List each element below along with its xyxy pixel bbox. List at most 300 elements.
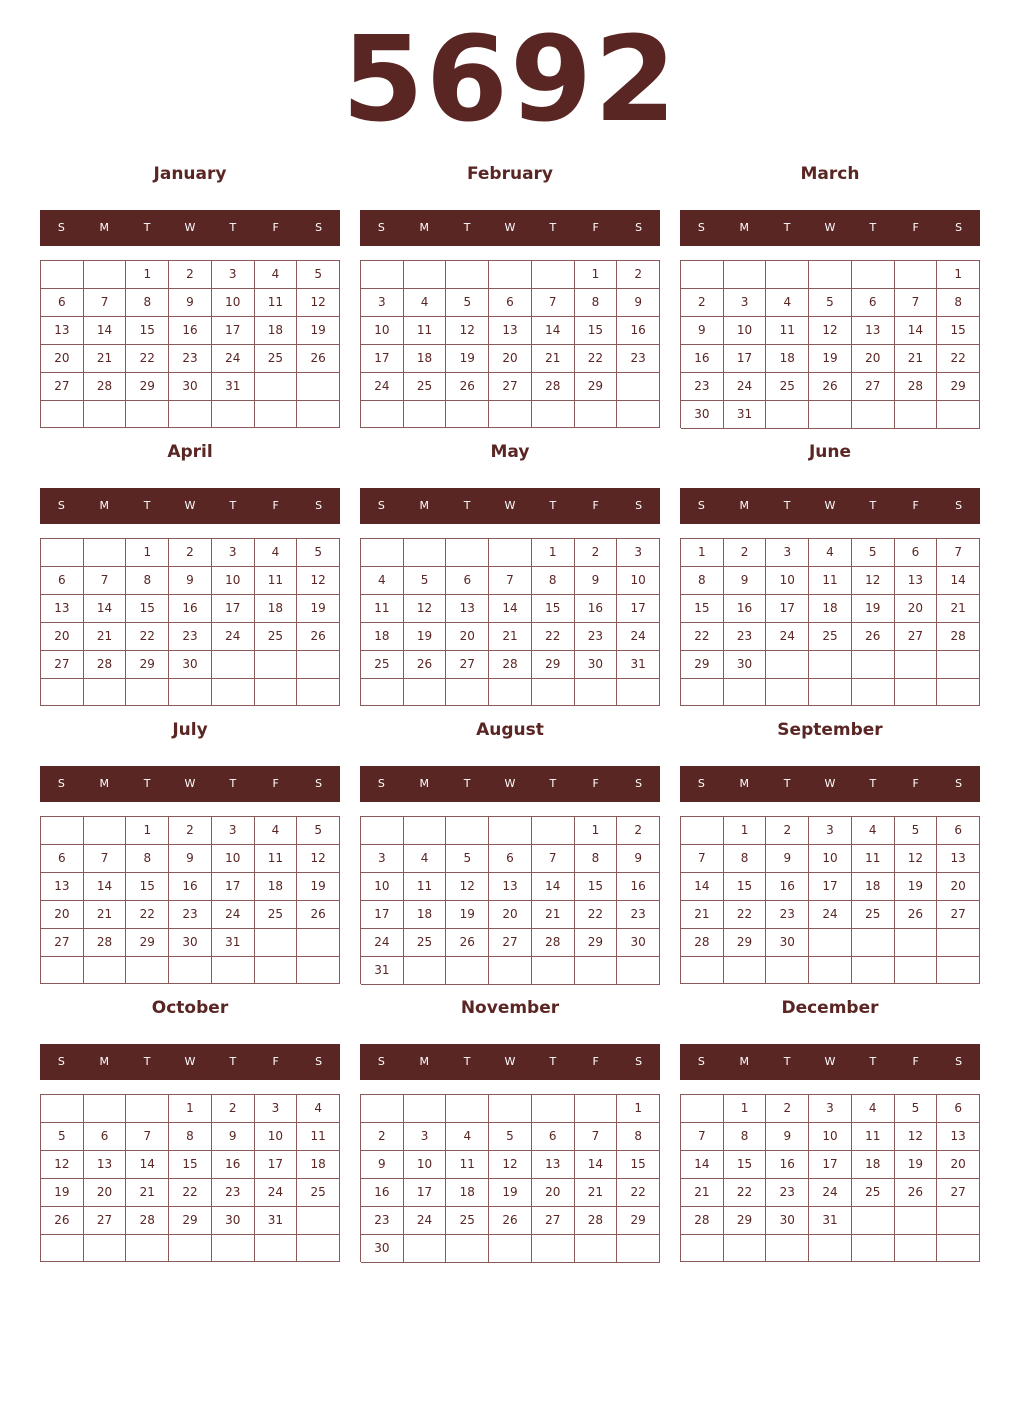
day-cell: 1: [126, 539, 169, 567]
day-cell: [809, 679, 852, 706]
day-cell: [84, 539, 127, 567]
day-cell: 19: [297, 317, 340, 345]
weekday-label: T: [143, 221, 151, 234]
day-cell: [404, 817, 447, 845]
day-cell: 24: [809, 901, 852, 929]
weekday-label: M: [739, 499, 750, 512]
day-cell: 5: [895, 817, 938, 845]
day-cell: 28: [532, 373, 575, 401]
day-cell: [575, 1235, 618, 1263]
day-cell: 22: [532, 623, 575, 651]
day-cell: 30: [361, 1235, 404, 1263]
day-cell: 10: [617, 567, 660, 595]
day-grid: [40, 816, 340, 984]
day-cell: 28: [937, 623, 980, 651]
day-cell: [404, 261, 447, 289]
day-grid: [360, 260, 660, 428]
day-cell: [809, 957, 852, 984]
day-cell: 9: [169, 845, 212, 873]
day-cell: 13: [84, 1151, 127, 1179]
day-cell: [575, 1095, 618, 1123]
weekday-header: [40, 488, 340, 524]
weekday-label: T: [783, 1055, 791, 1068]
day-cell: 17: [809, 1151, 852, 1179]
day-cell: 15: [724, 873, 767, 901]
day-cell: 31: [809, 1207, 852, 1235]
day-cell: 9: [212, 1123, 255, 1151]
weekday-label: F: [912, 777, 919, 790]
day-cell: 14: [681, 873, 724, 901]
day-cell: 5: [446, 845, 489, 873]
day-cell: [41, 1235, 84, 1262]
day-cell: 11: [852, 1123, 895, 1151]
day-cell: 15: [126, 317, 169, 345]
day-cell: [724, 261, 767, 289]
day-cell: 1: [724, 817, 767, 845]
day-cell: 24: [404, 1207, 447, 1235]
weekday-label: S: [377, 499, 385, 512]
day-cell: 8: [126, 567, 169, 595]
day-cell: 15: [126, 873, 169, 901]
day-cell: [84, 1235, 127, 1262]
day-cell: 21: [575, 1179, 618, 1207]
day-cell: [489, 1235, 532, 1263]
weekday-label: T: [869, 1055, 877, 1068]
day-cell: 10: [212, 289, 255, 317]
day-cell: 25: [852, 1179, 895, 1207]
day-cell: 31: [255, 1207, 298, 1235]
weekday-label: F: [272, 1055, 279, 1068]
day-cell: 25: [766, 373, 809, 401]
day-grid: [680, 1094, 980, 1262]
day-cell: 11: [361, 595, 404, 623]
day-cell: 16: [169, 595, 212, 623]
day-cell: 7: [84, 289, 127, 317]
day-cell: 12: [852, 567, 895, 595]
day-cell: [126, 401, 169, 428]
weekday-label: S: [697, 499, 705, 512]
day-cell: 19: [404, 623, 447, 651]
weekday-label: M: [99, 777, 110, 790]
weekday-header: [360, 1044, 660, 1080]
weekday-label: M: [739, 1055, 750, 1068]
day-cell: [169, 1235, 212, 1262]
day-cell: 14: [937, 567, 980, 595]
day-cell: 16: [617, 873, 660, 901]
day-cell: [489, 679, 532, 706]
day-grid: [360, 538, 660, 706]
day-cell: 7: [895, 289, 938, 317]
day-cell: 7: [532, 289, 575, 317]
day-cell: [255, 929, 298, 957]
weekday-label: F: [912, 1055, 919, 1068]
month-name: July: [172, 720, 208, 740]
day-cell: 7: [84, 845, 127, 873]
day-cell: 30: [681, 401, 724, 429]
day-cell: [41, 957, 84, 984]
day-cell: [895, 1207, 938, 1235]
day-cell: 12: [297, 567, 340, 595]
day-cell: 15: [617, 1151, 660, 1179]
day-cell: 15: [575, 873, 618, 901]
day-cell: [361, 1095, 404, 1123]
day-cell: 31: [617, 651, 660, 679]
day-cell: [809, 1235, 852, 1262]
day-cell: 4: [255, 817, 298, 845]
day-cell: 6: [937, 817, 980, 845]
day-cell: 4: [297, 1095, 340, 1123]
weekday-label: M: [99, 499, 110, 512]
day-cell: [404, 1095, 447, 1123]
day-cell: [255, 373, 298, 401]
day-cell: 25: [404, 929, 447, 957]
day-cell: 3: [212, 817, 255, 845]
day-cell: 26: [895, 1179, 938, 1207]
day-cell: [852, 1235, 895, 1262]
day-cell: 8: [681, 567, 724, 595]
day-cell: 8: [937, 289, 980, 317]
day-cell: 18: [766, 345, 809, 373]
day-cell: 7: [575, 1123, 618, 1151]
day-cell: 30: [766, 929, 809, 957]
day-cell: [404, 539, 447, 567]
day-cell: 1: [126, 261, 169, 289]
day-cell: 27: [489, 929, 532, 957]
day-cell: 12: [404, 595, 447, 623]
day-cell: 27: [937, 901, 980, 929]
day-cell: 23: [724, 623, 767, 651]
day-cell: 23: [681, 373, 724, 401]
day-cell: 23: [212, 1179, 255, 1207]
day-cell: 26: [297, 345, 340, 373]
day-cell: 6: [937, 1095, 980, 1123]
day-cell: 3: [255, 1095, 298, 1123]
weekday-label: T: [783, 777, 791, 790]
day-cell: [895, 1235, 938, 1262]
day-cell: [852, 651, 895, 679]
day-cell: 4: [255, 261, 298, 289]
day-grid: [680, 260, 980, 428]
weekday-label: M: [419, 777, 430, 790]
day-cell: 27: [446, 651, 489, 679]
day-cell: 24: [617, 623, 660, 651]
day-cell: [617, 373, 660, 401]
day-cell: 11: [404, 873, 447, 901]
weekday-label: S: [697, 221, 705, 234]
day-cell: 18: [255, 317, 298, 345]
weekday-label: M: [739, 777, 750, 790]
day-cell: [724, 957, 767, 984]
day-cell: 13: [937, 845, 980, 873]
weekday-label: W: [504, 221, 516, 234]
day-cell: [84, 957, 127, 984]
day-cell: 1: [169, 1095, 212, 1123]
day-cell: 8: [169, 1123, 212, 1151]
day-cell: 30: [212, 1207, 255, 1235]
weekday-label: S: [955, 221, 963, 234]
day-cell: 4: [361, 567, 404, 595]
weekday-label: F: [592, 777, 599, 790]
weekday-label: S: [697, 777, 705, 790]
day-cell: [895, 261, 938, 289]
day-cell: [297, 373, 340, 401]
day-cell: 16: [724, 595, 767, 623]
day-cell: 4: [446, 1123, 489, 1151]
day-grid: [40, 260, 340, 428]
day-cell: 26: [297, 901, 340, 929]
weekday-label: T: [229, 221, 237, 234]
day-cell: 6: [532, 1123, 575, 1151]
day-cell: 10: [404, 1151, 447, 1179]
month-name: January: [153, 164, 227, 184]
day-cell: [895, 957, 938, 984]
day-cell: [532, 817, 575, 845]
day-cell: 21: [84, 345, 127, 373]
day-cell: 29: [126, 651, 169, 679]
day-cell: 15: [724, 1151, 767, 1179]
day-cell: 29: [617, 1207, 660, 1235]
day-cell: 20: [41, 901, 84, 929]
day-cell: 13: [41, 873, 84, 901]
day-cell: 13: [41, 317, 84, 345]
day-cell: 27: [41, 929, 84, 957]
weekday-label: S: [635, 777, 643, 790]
weekday-label: S: [635, 1055, 643, 1068]
day-cell: 12: [297, 845, 340, 873]
day-cell: 26: [852, 623, 895, 651]
day-cell: [895, 651, 938, 679]
day-cell: [681, 1095, 724, 1123]
day-cell: 22: [126, 623, 169, 651]
weekday-label: T: [463, 499, 471, 512]
day-cell: 24: [724, 373, 767, 401]
day-cell: 2: [212, 1095, 255, 1123]
day-cell: 11: [404, 317, 447, 345]
day-cell: 18: [852, 1151, 895, 1179]
weekday-label: S: [377, 1055, 385, 1068]
day-cell: 18: [255, 595, 298, 623]
day-cell: 10: [809, 845, 852, 873]
day-cell: 4: [852, 817, 895, 845]
day-cell: 1: [681, 539, 724, 567]
day-cell: [852, 679, 895, 706]
day-cell: [937, 957, 980, 984]
day-cell: [532, 1235, 575, 1263]
weekday-header: [680, 210, 980, 246]
month-name: November: [460, 998, 560, 1018]
day-cell: 30: [724, 651, 767, 679]
day-cell: 26: [809, 373, 852, 401]
day-cell: 12: [895, 845, 938, 873]
day-cell: [297, 1207, 340, 1235]
day-cell: 1: [937, 261, 980, 289]
day-cell: 28: [681, 929, 724, 957]
day-cell: 24: [212, 623, 255, 651]
day-cell: 19: [446, 901, 489, 929]
day-cell: 22: [937, 345, 980, 373]
day-cell: 25: [446, 1207, 489, 1235]
weekday-label: T: [143, 777, 151, 790]
day-cell: [852, 401, 895, 429]
day-cell: [681, 679, 724, 706]
day-cell: 26: [489, 1207, 532, 1235]
day-cell: 3: [361, 845, 404, 873]
day-cell: 17: [404, 1179, 447, 1207]
day-cell: 13: [446, 595, 489, 623]
day-cell: 15: [532, 595, 575, 623]
weekday-label: W: [184, 499, 196, 512]
weekday-label: F: [592, 499, 599, 512]
weekday-label: S: [57, 777, 65, 790]
day-cell: 6: [84, 1123, 127, 1151]
day-cell: 3: [212, 261, 255, 289]
day-cell: 6: [852, 289, 895, 317]
day-cell: [681, 957, 724, 984]
day-cell: 21: [937, 595, 980, 623]
day-cell: 13: [41, 595, 84, 623]
weekday-label: T: [229, 777, 237, 790]
weekday-label: F: [272, 777, 279, 790]
weekday-label: T: [143, 1055, 151, 1068]
day-cell: [532, 401, 575, 428]
day-cell: [489, 817, 532, 845]
day-cell: 16: [212, 1151, 255, 1179]
day-cell: 12: [446, 317, 489, 345]
day-cell: 18: [852, 873, 895, 901]
weekday-label: S: [955, 777, 963, 790]
day-cell: 3: [404, 1123, 447, 1151]
day-cell: 26: [895, 901, 938, 929]
day-cell: [297, 957, 340, 984]
month-name: August: [476, 720, 544, 740]
day-cell: [297, 1235, 340, 1262]
day-cell: 2: [681, 289, 724, 317]
day-cell: 4: [809, 539, 852, 567]
day-cell: [84, 401, 127, 428]
day-cell: 3: [809, 817, 852, 845]
day-grid: [680, 816, 980, 984]
weekday-header: [680, 766, 980, 802]
weekday-label: S: [377, 221, 385, 234]
day-cell: [809, 929, 852, 957]
weekday-header: [680, 1044, 980, 1080]
day-cell: 8: [724, 845, 767, 873]
day-cell: 30: [169, 651, 212, 679]
day-cell: 11: [446, 1151, 489, 1179]
day-cell: 1: [532, 539, 575, 567]
day-cell: 28: [575, 1207, 618, 1235]
day-cell: 23: [766, 1179, 809, 1207]
day-cell: 22: [724, 1179, 767, 1207]
day-cell: 5: [852, 539, 895, 567]
day-cell: 9: [617, 845, 660, 873]
day-cell: 3: [617, 539, 660, 567]
day-cell: 17: [809, 873, 852, 901]
weekday-header: [360, 488, 660, 524]
day-cell: 28: [895, 373, 938, 401]
day-cell: [446, 261, 489, 289]
weekday-label: T: [463, 777, 471, 790]
day-cell: [681, 1235, 724, 1262]
day-cell: 14: [84, 873, 127, 901]
day-cell: [169, 401, 212, 428]
day-cell: 21: [84, 623, 127, 651]
day-cell: [575, 957, 618, 985]
day-cell: 6: [489, 845, 532, 873]
day-cell: 7: [681, 845, 724, 873]
day-cell: [766, 401, 809, 429]
day-cell: 3: [212, 539, 255, 567]
day-cell: 18: [361, 623, 404, 651]
day-cell: 26: [446, 929, 489, 957]
day-cell: [126, 679, 169, 706]
day-cell: 2: [617, 817, 660, 845]
weekday-header: [360, 210, 660, 246]
day-cell: 29: [126, 373, 169, 401]
day-cell: 14: [532, 317, 575, 345]
day-cell: 11: [766, 317, 809, 345]
day-cell: 30: [169, 373, 212, 401]
day-cell: [724, 679, 767, 706]
day-cell: 13: [895, 567, 938, 595]
day-cell: [41, 539, 84, 567]
day-cell: 20: [41, 623, 84, 651]
day-cell: 26: [446, 373, 489, 401]
day-cell: 27: [41, 651, 84, 679]
weekday-label: T: [549, 777, 557, 790]
day-grid: [40, 538, 340, 706]
day-cell: [617, 679, 660, 706]
day-cell: 3: [766, 539, 809, 567]
day-cell: [169, 679, 212, 706]
weekday-label: S: [635, 221, 643, 234]
weekday-label: T: [549, 1055, 557, 1068]
weekday-label: S: [635, 499, 643, 512]
day-cell: 25: [255, 345, 298, 373]
weekday-label: S: [377, 777, 385, 790]
day-cell: 16: [169, 317, 212, 345]
day-cell: [84, 261, 127, 289]
day-cell: 2: [724, 539, 767, 567]
day-cell: [937, 1207, 980, 1235]
day-cell: 7: [937, 539, 980, 567]
day-cell: 6: [446, 567, 489, 595]
day-cell: 6: [41, 845, 84, 873]
day-cell: 27: [532, 1207, 575, 1235]
day-cell: 15: [126, 595, 169, 623]
day-cell: 20: [852, 345, 895, 373]
day-cell: 2: [766, 817, 809, 845]
day-cell: [361, 261, 404, 289]
day-cell: 19: [446, 345, 489, 373]
month-name: September: [777, 720, 883, 740]
day-cell: 18: [809, 595, 852, 623]
weekday-label: W: [824, 221, 836, 234]
day-cell: 24: [212, 345, 255, 373]
day-cell: 5: [446, 289, 489, 317]
weekday-label: T: [783, 221, 791, 234]
day-cell: 13: [532, 1151, 575, 1179]
day-cell: 8: [575, 845, 618, 873]
day-cell: [575, 679, 618, 706]
weekday-label: S: [955, 499, 963, 512]
day-cell: [532, 1095, 575, 1123]
day-cell: 27: [41, 373, 84, 401]
day-cell: 22: [681, 623, 724, 651]
day-cell: 18: [446, 1179, 489, 1207]
day-cell: 9: [766, 845, 809, 873]
day-cell: 21: [126, 1179, 169, 1207]
